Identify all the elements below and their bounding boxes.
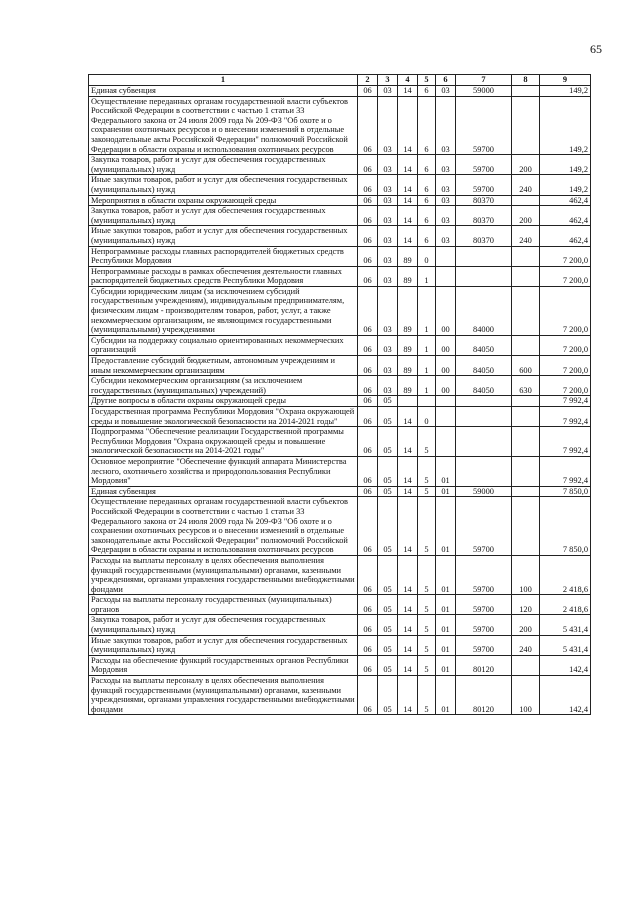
row-name: Иные закупки товаров, работ и услуг для обеспечения государственных (муниципальных) нужд: [89, 226, 358, 246]
sum-cell: 7 200,0: [540, 335, 591, 355]
row-name: Расходы на выплаты персоналу в целях обеспечения выполнения функций государственными (муниципальными) органами, казенными учреждениями, органами управления государственными внебюджетными фондами: [89, 676, 358, 715]
code-cell-c8: [512, 96, 540, 155]
table-row: [89, 266, 591, 286]
code-cell-c7: [456, 456, 512, 486]
row-name: Расходы на выплаты персоналу государственных (муниципальных) органов: [89, 595, 358, 615]
row-name: Мероприятия в области охраны окружающей среды: [89, 195, 358, 206]
code-cell-c6: [436, 246, 456, 266]
code-cell-c4: 14: [398, 175, 418, 195]
code-cell-c6: 00: [436, 356, 456, 376]
code-cell-c5: 6: [418, 86, 436, 97]
table-row: [89, 335, 591, 355]
code-cell-c5: 6: [418, 155, 436, 175]
code-cell-c5: 5: [418, 427, 436, 457]
code-cell-c8: [512, 246, 540, 266]
code-cell-c4: 14: [398, 206, 418, 226]
code-cell-c8: 120: [512, 595, 540, 615]
code-cell-c6: 03: [436, 155, 456, 175]
code-cell-c2: 06: [358, 497, 378, 556]
sum-cell: 2 418,6: [540, 555, 591, 594]
row-name: Основное мероприятие "Обеспечение функций аппарата Министерства лесного, охотничьего хозяйства и природопользования Республики Мордовия": [89, 456, 358, 486]
code-cell-c4: 14: [398, 595, 418, 615]
header-cell: 8: [512, 75, 540, 86]
row-name: Расходы на обеспечение функций государственных органов Республики Мордовия: [89, 655, 358, 675]
code-cell-c2: 06: [358, 175, 378, 195]
code-cell-c7: 84050: [456, 376, 512, 396]
code-cell-c6: 01: [436, 635, 456, 655]
code-cell-c4: 14: [398, 407, 418, 427]
row-name: Закупка товаров, работ и услуг для обеспечения государственных (муниципальных) нужд: [89, 206, 358, 226]
row-name: Закупка товаров, работ и услуг для обеспечения государственных (муниципальных) нужд: [89, 155, 358, 175]
code-cell-c4: 14: [398, 226, 418, 246]
code-cell-c3: 05: [378, 615, 398, 635]
sum-cell: 149,2: [540, 86, 591, 97]
code-cell-c5: 6: [418, 175, 436, 195]
row-name: Иные закупки товаров, работ и услуг для обеспечения государственных (муниципальных) нужд: [89, 635, 358, 655]
table-row: [89, 407, 591, 427]
code-cell-c6: 01: [436, 615, 456, 635]
code-cell-c5: 5: [418, 555, 436, 594]
code-cell-c7: 59700: [456, 595, 512, 615]
sum-cell: 7 200,0: [540, 286, 591, 335]
code-cell-c5: 6: [418, 226, 436, 246]
code-cell-c8: [512, 266, 540, 286]
code-cell-c2: 06: [358, 286, 378, 335]
code-cell-c3: 03: [378, 266, 398, 286]
code-cell-c7: 80370: [456, 226, 512, 246]
code-cell-c6: 01: [436, 676, 456, 715]
table-row: [89, 286, 591, 335]
code-cell-c2: 06: [358, 595, 378, 615]
sum-cell: 7 200,0: [540, 376, 591, 396]
code-cell-c8: 200: [512, 206, 540, 226]
sum-cell: 149,2: [540, 175, 591, 195]
code-cell-c4: 14: [398, 676, 418, 715]
code-cell-c3: 03: [378, 356, 398, 376]
table-row: [89, 356, 591, 376]
code-cell-c6: 01: [436, 486, 456, 497]
code-cell-c3: 03: [378, 86, 398, 97]
code-cell-c6: 03: [436, 86, 456, 97]
code-cell-c5: 1: [418, 335, 436, 355]
table-row: [89, 226, 591, 246]
code-cell-c8: 100: [512, 676, 540, 715]
row-name: Расходы на выплаты персоналу в целях обеспечения выполнения функций государственными (муниципальными) органами, казенными учреждениями, органами управления государственными внебюджетными фондами: [89, 555, 358, 594]
code-cell-c8: 600: [512, 356, 540, 376]
row-name: Непрограммные расходы главных распорядителей бюджетных средств Республики Мордовия: [89, 246, 358, 266]
row-name: Субсидии на поддержку социально ориентированных некоммерческих организаций: [89, 335, 358, 355]
sum-cell: 149,2: [540, 96, 591, 155]
code-cell-c4: 89: [398, 286, 418, 335]
header-cell: 3: [378, 75, 398, 86]
code-cell-c3: 05: [378, 595, 398, 615]
code-cell-c4: 89: [398, 356, 418, 376]
code-cell-c7: 59700: [456, 497, 512, 556]
code-cell-c2: 06: [358, 246, 378, 266]
sum-cell: 7 200,0: [540, 266, 591, 286]
code-cell-c6: 03: [436, 175, 456, 195]
code-cell-c3: 03: [378, 206, 398, 226]
code-cell-c3: 03: [378, 286, 398, 335]
code-cell-c2: 06: [358, 407, 378, 427]
code-cell-c3: 05: [378, 456, 398, 486]
code-cell-c4: 14: [398, 497, 418, 556]
table-row: [89, 86, 591, 97]
code-cell-c6: 01: [436, 456, 456, 486]
code-cell-c2: 06: [358, 615, 378, 635]
code-cell-c3: 05: [378, 486, 398, 497]
row-name: Предоставление субсидий бюджетным, автономным учреждениям и иным некоммерческим организациям: [89, 356, 358, 376]
code-cell-c2: 06: [358, 635, 378, 655]
sum-cell: 7 200,0: [540, 356, 591, 376]
code-cell-c8: 630: [512, 376, 540, 396]
code-cell-c3: 05: [378, 407, 398, 427]
code-cell-c4: [398, 396, 418, 407]
code-cell-c7: 80370: [456, 195, 512, 206]
code-cell-c6: 01: [436, 655, 456, 675]
code-cell-c5: 5: [418, 595, 436, 615]
code-cell-c4: 14: [398, 456, 418, 486]
code-cell-c6: 03: [436, 206, 456, 226]
header-cell: 9: [540, 75, 591, 86]
code-cell-c5: 5: [418, 615, 436, 635]
code-cell-c8: 240: [512, 175, 540, 195]
code-cell-c7: 59700: [456, 96, 512, 155]
code-cell-c6: [436, 427, 456, 457]
table-row: [89, 635, 591, 655]
code-cell-c8: [512, 286, 540, 335]
code-cell-c2: 06: [358, 195, 378, 206]
code-cell-c4: 14: [398, 427, 418, 457]
header-cell: 4: [398, 75, 418, 86]
code-cell-c7: 59700: [456, 635, 512, 655]
code-cell-c2: 06: [358, 676, 378, 715]
code-cell-c8: [512, 195, 540, 206]
code-cell-c8: [512, 86, 540, 97]
sum-cell: 462,4: [540, 226, 591, 246]
sum-cell: 142,4: [540, 676, 591, 715]
code-cell-c3: 03: [378, 155, 398, 175]
row-name: Другие вопросы в области охраны окружающей среды: [89, 396, 358, 407]
header-cell: 5: [418, 75, 436, 86]
code-cell-c4: 14: [398, 615, 418, 635]
code-cell-c7: 59000: [456, 86, 512, 97]
sum-cell: 7 992,4: [540, 456, 591, 486]
code-cell-c8: 100: [512, 555, 540, 594]
code-cell-c4: 14: [398, 195, 418, 206]
code-cell-c4: 14: [398, 96, 418, 155]
table-row: [89, 195, 591, 206]
code-cell-c7: [456, 246, 512, 266]
row-name: Единая субвенция: [89, 486, 358, 497]
code-cell-c7: 80120: [456, 655, 512, 675]
table-row: [89, 427, 591, 457]
code-cell-c2: 06: [358, 155, 378, 175]
code-cell-c7: [456, 407, 512, 427]
row-name: Подпрограмма "Обеспечение реализации Государственной программы Республики Мордовия "Охрана окружающей среды и повышение экологической безопасности на 2014-2021 годы": [89, 427, 358, 457]
code-cell-c6: [436, 266, 456, 286]
code-cell-c7: 80370: [456, 206, 512, 226]
code-cell-c2: 06: [358, 427, 378, 457]
sum-cell: 149,2: [540, 155, 591, 175]
code-cell-c2: 06: [358, 96, 378, 155]
code-cell-c8: 240: [512, 635, 540, 655]
sum-cell: 7 850,0: [540, 486, 591, 497]
code-cell-c4: 89: [398, 376, 418, 396]
code-cell-c4: 89: [398, 335, 418, 355]
code-cell-c8: 240: [512, 226, 540, 246]
code-cell-c2: 06: [358, 456, 378, 486]
code-cell-c5: 5: [418, 635, 436, 655]
header-cell: 1: [89, 75, 358, 86]
code-cell-c3: 05: [378, 635, 398, 655]
header-cell: 2: [358, 75, 378, 86]
code-cell-c5: 5: [418, 486, 436, 497]
code-cell-c2: 06: [358, 266, 378, 286]
sum-cell: 462,4: [540, 206, 591, 226]
code-cell-c3: 05: [378, 676, 398, 715]
code-cell-c4: 14: [398, 655, 418, 675]
code-cell-c5: 0: [418, 246, 436, 266]
table-row: [89, 486, 591, 497]
table-row: [89, 96, 591, 155]
code-cell-c4: 14: [398, 486, 418, 497]
sum-cell: 7 200,0: [540, 246, 591, 266]
code-cell-c3: 05: [378, 655, 398, 675]
sum-cell: 7 992,4: [540, 427, 591, 457]
table-row: [89, 376, 591, 396]
code-cell-c2: 06: [358, 86, 378, 97]
code-cell-c2: 06: [358, 655, 378, 675]
table-row: [89, 615, 591, 635]
code-cell-c6: 00: [436, 286, 456, 335]
code-cell-c4: 14: [398, 555, 418, 594]
code-cell-c3: 05: [378, 497, 398, 556]
code-cell-c2: 06: [358, 335, 378, 355]
code-cell-c7: 59700: [456, 155, 512, 175]
sum-cell: 7 992,4: [540, 396, 591, 407]
table-header-row: [89, 75, 591, 86]
code-cell-c6: 00: [436, 376, 456, 396]
header-cell: 6: [436, 75, 456, 86]
code-cell-c8: [512, 486, 540, 497]
table-row: [89, 396, 591, 407]
code-cell-c7: [456, 396, 512, 407]
code-cell-c5: 5: [418, 456, 436, 486]
code-cell-c6: 03: [436, 195, 456, 206]
code-cell-c7: [456, 427, 512, 457]
code-cell-c8: [512, 427, 540, 457]
code-cell-c3: 03: [378, 226, 398, 246]
code-cell-c5: 5: [418, 655, 436, 675]
row-name: Непрограммные расходы в рамках обеспечения деятельности главных распорядителей бюджетных средств Республики Мордовия: [89, 266, 358, 286]
code-cell-c5: 6: [418, 96, 436, 155]
code-cell-c3: 03: [378, 195, 398, 206]
code-cell-c3: 03: [378, 335, 398, 355]
code-cell-c3: 03: [378, 96, 398, 155]
code-cell-c7: 84050: [456, 335, 512, 355]
code-cell-c7: 59700: [456, 175, 512, 195]
code-cell-c8: [512, 655, 540, 675]
code-cell-c2: 06: [358, 396, 378, 407]
table-row: [89, 206, 591, 226]
code-cell-c7: 80120: [456, 676, 512, 715]
code-cell-c2: 06: [358, 226, 378, 246]
budget-table: [88, 74, 591, 715]
code-cell-c4: 14: [398, 155, 418, 175]
code-cell-c7: 59000: [456, 486, 512, 497]
code-cell-c3: 03: [378, 376, 398, 396]
code-cell-c5: 1: [418, 376, 436, 396]
code-cell-c2: 06: [358, 206, 378, 226]
code-cell-c5: 5: [418, 676, 436, 715]
code-cell-c6: 01: [436, 497, 456, 556]
table-row: [89, 595, 591, 615]
code-cell-c3: 05: [378, 396, 398, 407]
code-cell-c6: 00: [436, 335, 456, 355]
sum-cell: 2 418,6: [540, 595, 591, 615]
code-cell-c2: 06: [358, 555, 378, 594]
code-cell-c8: [512, 396, 540, 407]
code-cell-c7: [456, 266, 512, 286]
sum-cell: 462,4: [540, 195, 591, 206]
code-cell-c5: 5: [418, 497, 436, 556]
row-name: Государственная программа Республики Мордовия "Охрана окружающей среды и повышение экологической безопасности на 2014-2021 годы": [89, 407, 358, 427]
code-cell-c4: 14: [398, 635, 418, 655]
code-cell-c6: 03: [436, 96, 456, 155]
row-name: Субсидии юридическим лицам (за исключением субсидий государственным учреждениям), индивидуальным предпринимателям, физическим лицам - производителям товаров, работ, услуг, а также некоммерческим организациям, не являющимся государственными (муниципальными) учреждениями: [89, 286, 358, 335]
code-cell-c6: 03: [436, 226, 456, 246]
code-cell-c5: 6: [418, 206, 436, 226]
code-cell-c3: 03: [378, 175, 398, 195]
code-cell-c8: [512, 497, 540, 556]
table-row: [89, 555, 591, 594]
code-cell-c5: 6: [418, 195, 436, 206]
code-cell-c8: [512, 456, 540, 486]
code-cell-c6: [436, 407, 456, 427]
row-name: Единая субвенция: [89, 86, 358, 97]
code-cell-c3: 05: [378, 427, 398, 457]
code-cell-c6: [436, 396, 456, 407]
code-cell-c7: 59700: [456, 615, 512, 635]
code-cell-c8: [512, 407, 540, 427]
code-cell-c7: 84000: [456, 286, 512, 335]
row-name: Закупка товаров, работ и услуг для обеспечения государственных (муниципальных) нужд: [89, 615, 358, 635]
table-row: [89, 246, 591, 266]
page-number: 65: [590, 42, 602, 56]
table-row: [89, 456, 591, 486]
code-cell-c2: 06: [358, 486, 378, 497]
code-cell-c5: 1: [418, 266, 436, 286]
code-cell-c5: [418, 396, 436, 407]
code-cell-c4: 89: [398, 266, 418, 286]
code-cell-c8: 200: [512, 615, 540, 635]
table-row: [89, 175, 591, 195]
code-cell-c5: 1: [418, 356, 436, 376]
code-cell-c7: 84050: [456, 356, 512, 376]
sum-cell: 142,4: [540, 655, 591, 675]
row-name: Субсидии некоммерческим организациям (за исключением государственных (муниципальных) учреждений): [89, 376, 358, 396]
code-cell-c4: 14: [398, 86, 418, 97]
code-cell-c5: 1: [418, 286, 436, 335]
sum-cell: 5 431,4: [540, 635, 591, 655]
sum-cell: 7 992,4: [540, 407, 591, 427]
header-cell: 7: [456, 75, 512, 86]
code-cell-c2: 06: [358, 356, 378, 376]
code-cell-c3: 05: [378, 555, 398, 594]
sum-cell: 5 431,4: [540, 615, 591, 635]
table-row: [89, 676, 591, 715]
table-row: [89, 497, 591, 556]
code-cell-c8: 200: [512, 155, 540, 175]
table-row: [89, 655, 591, 675]
sum-cell: 7 850,0: [540, 497, 591, 556]
code-cell-c7: 59700: [456, 555, 512, 594]
code-cell-c3: 03: [378, 246, 398, 266]
row-name: Осуществление переданных органам государственной власти субъектов Российской Федерации в соответствии с частью 1 статьи 33 Федерального закона от 24 июля 2009 года № 209-ФЗ "Об охоте и о сохранении охотничьих ресурсов и о внесении изменений в отдельные законодательные акты Российской Федерации" полномочий Российской Федерации в области охраны и использования охотничьих ресурсов: [89, 96, 358, 155]
table-row: [89, 155, 591, 175]
code-cell-c6: 01: [436, 555, 456, 594]
code-cell-c6: 01: [436, 595, 456, 615]
row-name: Осуществление переданных органам государственной власти субъектов Российской Федерации в соответствии с частью 1 статьи 33 Федерального закона от 24 июля 2009 года № 209-ФЗ "Об охоте и о сохранении охотничьих ресурсов и о внесении изменений в отдельные законодательные акты Российской Федерации" полномочий Российской Федерации в области охраны и использования охотничьих ресурсов: [89, 497, 358, 556]
code-cell-c2: 06: [358, 376, 378, 396]
row-name: Иные закупки товаров, работ и услуг для обеспечения государственных (муниципальных) нужд: [89, 175, 358, 195]
code-cell-c4: 89: [398, 246, 418, 266]
code-cell-c5: 0: [418, 407, 436, 427]
code-cell-c8: [512, 335, 540, 355]
